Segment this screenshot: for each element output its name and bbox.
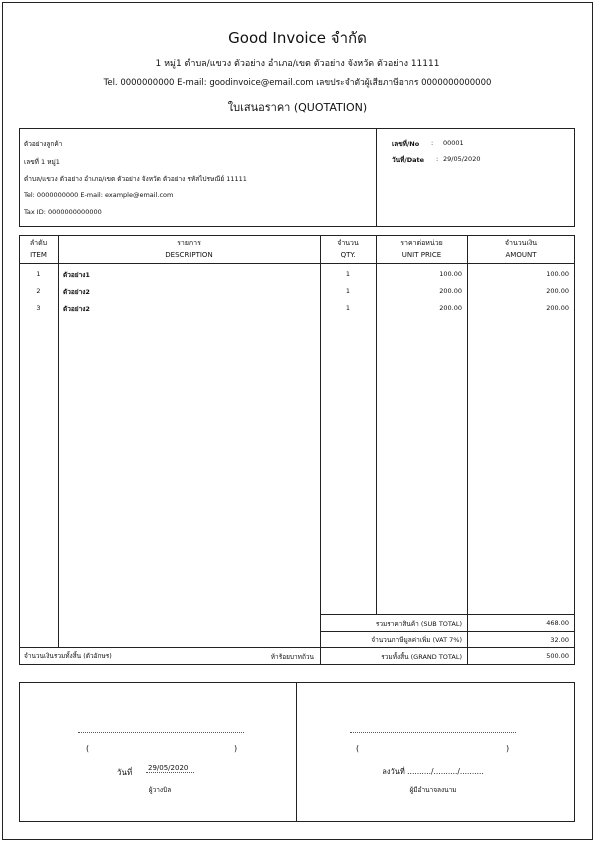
header-item-en: ITEM bbox=[30, 251, 47, 259]
customer-line1: เลขที่ 1 หมู่1 bbox=[24, 158, 60, 166]
row-amount: 200.00 bbox=[546, 287, 569, 295]
vat-label: จำนวนภาษีมูลค่าเพิ่ม (VAT 7%) bbox=[371, 636, 462, 644]
totals-divider-1 bbox=[320, 614, 575, 615]
vat-value: 32.00 bbox=[550, 636, 569, 644]
right-paren-close: ) bbox=[506, 744, 510, 753]
left-signature-line bbox=[78, 732, 244, 733]
header-unit-price-en: UNIT PRICE bbox=[401, 251, 442, 259]
row-price: 100.00 bbox=[439, 270, 462, 278]
customer-contact: Tel: 0000000000 E-mail: example@email.com bbox=[24, 191, 174, 199]
row-item: 1 bbox=[36, 270, 41, 278]
grand-total-value: 500.00 bbox=[546, 652, 569, 660]
company-address: 1 หมู่1 ตำบล/แขวง ตัวอย่าง อำเภอ/เขต ตัวอย่าง จังหวัด ตัวอย่าง 11111 bbox=[155, 59, 440, 69]
right-date-text: ลงวันที่ ........../........../.......... bbox=[382, 767, 484, 776]
left-signer-role: ผู้วางบิล bbox=[148, 786, 172, 794]
right-paren-open: ( bbox=[356, 744, 360, 753]
header-unit-price bbox=[376, 237, 467, 261]
header-description-en: DESCRIPTION bbox=[165, 251, 213, 259]
row-amount: 200.00 bbox=[546, 304, 569, 312]
header-qty-th: จำนวน bbox=[337, 239, 359, 247]
left-paren-close: ) bbox=[234, 744, 238, 753]
row-item: 3 bbox=[36, 304, 41, 312]
company-contact: Tel. 0000000000 E-mail: goodinvoice@email.com เลขประจำตัวผู้เสียภาษีอากร 0000000000000 bbox=[103, 78, 492, 88]
row-amount: 100.00 bbox=[546, 270, 569, 278]
doc-no-label: เลขที่/No bbox=[392, 140, 420, 148]
signature-divider bbox=[296, 682, 297, 822]
doc-date-sep: : bbox=[436, 155, 439, 163]
subtotal-value: 468.00 bbox=[546, 619, 569, 627]
document-title: ใบเสนอราคา (QUOTATION) bbox=[227, 101, 368, 114]
right-signer-role: ผู้มีอำนาจลงนาม bbox=[409, 786, 457, 794]
header-unit-price-th: ราคาต่อหน่วย bbox=[400, 239, 443, 247]
left-paren-open: ( bbox=[86, 744, 90, 753]
doc-date-label: วันที่/Date bbox=[392, 156, 425, 164]
row-price: 200.00 bbox=[439, 304, 462, 312]
header-qty-en: QTY. bbox=[340, 251, 356, 259]
col-line-4 bbox=[467, 235, 468, 665]
header-description-th: รายการ bbox=[177, 239, 201, 247]
items-table bbox=[19, 235, 575, 665]
col-line-2 bbox=[320, 235, 321, 665]
row-desc: ตัวอย่าง2 bbox=[63, 288, 90, 296]
header-divider bbox=[19, 263, 575, 264]
amount-in-words-value: ห้าร้อยบาทถ้วน bbox=[270, 653, 314, 661]
doc-no-value: 00001 bbox=[443, 139, 464, 147]
amount-in-words-label: จำนวนเงินรวมทั้งสิ้น (ตัวอักษร) bbox=[24, 652, 112, 660]
left-date-label: วันที่ bbox=[117, 768, 133, 777]
grand-total-label: รวมทั้งสิ้น (GRAND TOTAL) bbox=[381, 653, 462, 661]
row-qty: 1 bbox=[345, 270, 351, 278]
header-qty bbox=[320, 237, 376, 261]
info-divider bbox=[376, 128, 377, 227]
doc-date-value: 29/05/2020 bbox=[443, 155, 481, 163]
row-desc: ตัวอย่าง2 bbox=[63, 305, 90, 313]
row-qty: 1 bbox=[345, 304, 351, 312]
header-description bbox=[58, 237, 320, 261]
header-amount-en: AMOUNT bbox=[505, 251, 537, 259]
left-date-value: 29/05/2020 bbox=[146, 764, 194, 773]
row-desc: ตัวอย่าง1 bbox=[63, 271, 90, 279]
row-qty: 1 bbox=[345, 287, 351, 295]
row-item: 2 bbox=[36, 287, 41, 295]
customer-tax-id: Tax ID: 0000000000000 bbox=[24, 208, 102, 216]
customer-name: ตัวอย่างลูกค้า bbox=[24, 140, 63, 148]
row-price: 200.00 bbox=[439, 287, 462, 295]
totals-divider-3 bbox=[19, 647, 575, 648]
totals-divider-2 bbox=[320, 631, 575, 632]
doc-no-sep: : bbox=[431, 139, 434, 147]
col-line-1 bbox=[58, 235, 59, 647]
subtotal-label: รวมราคาสินค้า (SUB TOTAL) bbox=[375, 620, 462, 628]
header-item-th: ลำดับ bbox=[29, 239, 48, 247]
signature-box bbox=[19, 682, 575, 822]
right-signature-line bbox=[350, 732, 516, 733]
header-amount bbox=[467, 237, 575, 261]
company-name: Good Invoice จำกัด bbox=[228, 29, 367, 47]
customer-line2: ตำบล/แขวง ตัวอย่าง อำเภอ/เขต ตัวอย่าง จังหวัด ตัวอย่าง รหัสไปรษณีย์ 11111 bbox=[24, 175, 247, 183]
header-amount-th: จำนวนเงิน bbox=[504, 239, 538, 247]
header-item bbox=[19, 237, 58, 261]
